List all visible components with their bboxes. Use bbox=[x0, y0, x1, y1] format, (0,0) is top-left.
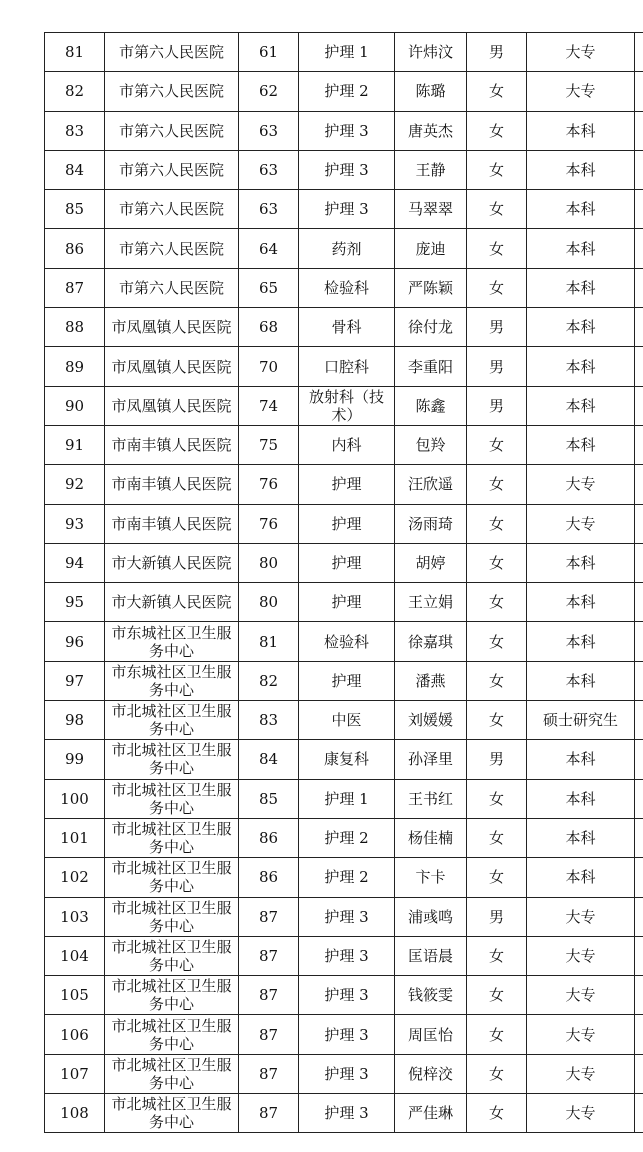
table-row bbox=[45, 897, 643, 936]
trailing-cell bbox=[635, 1015, 643, 1054]
hospital-cell: 市北城社区卫生服务中心 bbox=[105, 701, 239, 740]
hospital-cell: 市南丰镇人民医院 bbox=[105, 504, 239, 543]
hospital-cell: 市凤凰镇人民医院 bbox=[105, 347, 239, 386]
position-code-cell: 83 bbox=[239, 701, 299, 740]
trailing-cell bbox=[635, 268, 643, 307]
trailing-cell bbox=[635, 229, 643, 268]
name-cell: 倪梓洨 bbox=[395, 1054, 467, 1093]
hospital-cell: 市北城社区卫生服务中心 bbox=[105, 858, 239, 897]
position-cell: 护理 3 bbox=[299, 897, 395, 936]
education-cell: 本科 bbox=[527, 779, 635, 818]
position-cell: 护理 3 bbox=[299, 150, 395, 189]
position-cell: 护理 3 bbox=[299, 976, 395, 1015]
hospital-cell: 市北城社区卫生服务中心 bbox=[105, 818, 239, 857]
position-cell: 护理 2 bbox=[299, 858, 395, 897]
education-cell: 本科 bbox=[527, 583, 635, 622]
gender-cell: 女 bbox=[467, 976, 527, 1015]
gender-cell: 女 bbox=[467, 622, 527, 661]
education-cell: 大专 bbox=[527, 1094, 635, 1133]
position-cell: 药剂 bbox=[299, 229, 395, 268]
hospital-cell: 市大新镇人民医院 bbox=[105, 583, 239, 622]
name-cell: 徐嘉琪 bbox=[395, 622, 467, 661]
name-cell: 孙泽里 bbox=[395, 740, 467, 779]
seq-cell: 91 bbox=[45, 425, 105, 464]
seq-cell: 86 bbox=[45, 229, 105, 268]
table-row bbox=[45, 308, 643, 347]
seq-cell: 89 bbox=[45, 347, 105, 386]
position-code-cell: 87 bbox=[239, 897, 299, 936]
position-cell: 检验科 bbox=[299, 268, 395, 307]
trailing-cell bbox=[635, 465, 643, 504]
trailing-cell bbox=[635, 504, 643, 543]
hospital-cell: 市南丰镇人民医院 bbox=[105, 465, 239, 504]
education-cell: 硕士研究生 bbox=[527, 701, 635, 740]
education-cell: 本科 bbox=[527, 818, 635, 857]
position-cell: 内科 bbox=[299, 425, 395, 464]
hospital-cell: 市北城社区卫生服务中心 bbox=[105, 1094, 239, 1133]
seq-cell: 82 bbox=[45, 72, 105, 111]
name-cell: 汤雨琦 bbox=[395, 504, 467, 543]
table-row bbox=[45, 701, 643, 740]
name-cell: 匡语晨 bbox=[395, 936, 467, 975]
table-row bbox=[45, 111, 643, 150]
name-cell: 包羚 bbox=[395, 425, 467, 464]
gender-cell: 男 bbox=[467, 308, 527, 347]
position-code-cell: 86 bbox=[239, 858, 299, 897]
position-code-cell: 86 bbox=[239, 818, 299, 857]
seq-cell: 98 bbox=[45, 701, 105, 740]
seq-cell: 93 bbox=[45, 504, 105, 543]
table-row bbox=[45, 465, 643, 504]
hospital-cell: 市北城社区卫生服务中心 bbox=[105, 897, 239, 936]
seq-cell: 85 bbox=[45, 190, 105, 229]
gender-cell: 男 bbox=[467, 347, 527, 386]
name-cell: 王立娟 bbox=[395, 583, 467, 622]
table-row bbox=[45, 583, 643, 622]
hospital-cell: 市凤凰镇人民医院 bbox=[105, 386, 239, 425]
table-row bbox=[45, 858, 643, 897]
position-code-cell: 65 bbox=[239, 268, 299, 307]
position-cell: 检验科 bbox=[299, 622, 395, 661]
position-cell: 护理 3 bbox=[299, 190, 395, 229]
education-cell: 大专 bbox=[527, 976, 635, 1015]
gender-cell: 女 bbox=[467, 504, 527, 543]
gender-cell: 女 bbox=[467, 268, 527, 307]
gender-cell: 男 bbox=[467, 386, 527, 425]
table-row bbox=[45, 150, 643, 189]
seq-cell: 102 bbox=[45, 858, 105, 897]
position-code-cell: 81 bbox=[239, 622, 299, 661]
position-cell: 护理 bbox=[299, 543, 395, 582]
position-code-cell: 84 bbox=[239, 740, 299, 779]
education-cell: 大专 bbox=[527, 897, 635, 936]
gender-cell: 女 bbox=[467, 425, 527, 464]
gender-cell: 女 bbox=[467, 701, 527, 740]
education-cell: 本科 bbox=[527, 190, 635, 229]
table-row bbox=[45, 779, 643, 818]
education-cell: 本科 bbox=[527, 111, 635, 150]
hospital-cell: 市北城社区卫生服务中心 bbox=[105, 1015, 239, 1054]
position-code-cell: 87 bbox=[239, 1054, 299, 1093]
position-code-cell: 87 bbox=[239, 936, 299, 975]
position-cell: 护理 3 bbox=[299, 1094, 395, 1133]
position-code-cell: 63 bbox=[239, 150, 299, 189]
hospital-cell: 市北城社区卫生服务中心 bbox=[105, 779, 239, 818]
education-cell: 本科 bbox=[527, 425, 635, 464]
trailing-cell bbox=[635, 818, 643, 857]
table-row bbox=[45, 386, 643, 425]
position-code-cell: 76 bbox=[239, 465, 299, 504]
table-row bbox=[45, 504, 643, 543]
education-cell: 本科 bbox=[527, 740, 635, 779]
name-cell: 钱筱雯 bbox=[395, 976, 467, 1015]
seq-cell: 92 bbox=[45, 465, 105, 504]
position-code-cell: 76 bbox=[239, 504, 299, 543]
position-code-cell: 61 bbox=[239, 33, 299, 72]
education-cell: 本科 bbox=[527, 229, 635, 268]
trailing-cell bbox=[635, 425, 643, 464]
trailing-cell bbox=[635, 701, 643, 740]
table-row bbox=[45, 33, 643, 72]
position-cell: 口腔科 bbox=[299, 347, 395, 386]
position-cell: 护理 3 bbox=[299, 1015, 395, 1054]
seq-cell: 108 bbox=[45, 1094, 105, 1133]
name-cell: 刘媛媛 bbox=[395, 701, 467, 740]
position-code-cell: 63 bbox=[239, 111, 299, 150]
name-cell: 严陈颖 bbox=[395, 268, 467, 307]
seq-cell: 101 bbox=[45, 818, 105, 857]
position-cell: 放射科（技术） bbox=[299, 386, 395, 425]
seq-cell: 96 bbox=[45, 622, 105, 661]
position-cell: 护理 1 bbox=[299, 33, 395, 72]
education-cell: 大专 bbox=[527, 72, 635, 111]
name-cell: 潘燕 bbox=[395, 661, 467, 700]
position-cell: 护理 3 bbox=[299, 936, 395, 975]
position-cell: 康复科 bbox=[299, 740, 395, 779]
seq-cell: 99 bbox=[45, 740, 105, 779]
trailing-cell bbox=[635, 543, 643, 582]
position-code-cell: 64 bbox=[239, 229, 299, 268]
gender-cell: 女 bbox=[467, 229, 527, 268]
table-body bbox=[45, 33, 643, 1133]
trailing-cell bbox=[635, 661, 643, 700]
table-row bbox=[45, 740, 643, 779]
table-row bbox=[45, 818, 643, 857]
name-cell: 胡婷 bbox=[395, 543, 467, 582]
name-cell: 李重阳 bbox=[395, 347, 467, 386]
seq-cell: 105 bbox=[45, 976, 105, 1015]
gender-cell: 女 bbox=[467, 583, 527, 622]
hospital-cell: 市大新镇人民医院 bbox=[105, 543, 239, 582]
table-row bbox=[45, 229, 643, 268]
seq-cell: 84 bbox=[45, 150, 105, 189]
hospital-cell: 市第六人民医院 bbox=[105, 33, 239, 72]
education-cell: 本科 bbox=[527, 268, 635, 307]
name-cell: 严佳琳 bbox=[395, 1094, 467, 1133]
trailing-cell bbox=[635, 858, 643, 897]
trailing-cell bbox=[635, 111, 643, 150]
table-row bbox=[45, 936, 643, 975]
table-row bbox=[45, 425, 643, 464]
trailing-cell bbox=[635, 622, 643, 661]
gender-cell: 男 bbox=[467, 897, 527, 936]
trailing-cell bbox=[635, 1054, 643, 1093]
education-cell: 本科 bbox=[527, 661, 635, 700]
trailing-cell bbox=[635, 190, 643, 229]
hospital-cell: 市凤凰镇人民医院 bbox=[105, 308, 239, 347]
education-cell: 大专 bbox=[527, 1054, 635, 1093]
position-code-cell: 80 bbox=[239, 583, 299, 622]
position-code-cell: 62 bbox=[239, 72, 299, 111]
position-cell: 护理 bbox=[299, 583, 395, 622]
position-code-cell: 68 bbox=[239, 308, 299, 347]
seq-cell: 106 bbox=[45, 1015, 105, 1054]
education-cell: 大专 bbox=[527, 936, 635, 975]
position-cell: 护理 3 bbox=[299, 1054, 395, 1093]
position-cell: 护理 bbox=[299, 465, 395, 504]
position-cell: 骨科 bbox=[299, 308, 395, 347]
name-cell: 浦彧鸣 bbox=[395, 897, 467, 936]
seq-cell: 100 bbox=[45, 779, 105, 818]
gender-cell: 男 bbox=[467, 740, 527, 779]
hospital-cell: 市北城社区卫生服务中心 bbox=[105, 740, 239, 779]
table-row bbox=[45, 622, 643, 661]
hospital-cell: 市东城社区卫生服务中心 bbox=[105, 661, 239, 700]
hospital-cell: 市北城社区卫生服务中心 bbox=[105, 976, 239, 1015]
table-row bbox=[45, 1054, 643, 1093]
position-code-cell: 87 bbox=[239, 1015, 299, 1054]
gender-cell: 女 bbox=[467, 1054, 527, 1093]
gender-cell: 女 bbox=[467, 779, 527, 818]
position-cell: 护理 2 bbox=[299, 818, 395, 857]
name-cell: 徐付龙 bbox=[395, 308, 467, 347]
gender-cell: 女 bbox=[467, 936, 527, 975]
position-code-cell: 87 bbox=[239, 976, 299, 1015]
position-code-cell: 82 bbox=[239, 661, 299, 700]
trailing-cell bbox=[635, 936, 643, 975]
gender-cell: 女 bbox=[467, 465, 527, 504]
education-cell: 本科 bbox=[527, 150, 635, 189]
table-row bbox=[45, 72, 643, 111]
position-code-cell: 80 bbox=[239, 543, 299, 582]
table-row bbox=[45, 976, 643, 1015]
trailing-cell bbox=[635, 583, 643, 622]
gender-cell: 女 bbox=[467, 1015, 527, 1054]
position-cell: 护理 bbox=[299, 504, 395, 543]
education-cell: 本科 bbox=[527, 347, 635, 386]
seq-cell: 83 bbox=[45, 111, 105, 150]
hospital-cell: 市第六人民医院 bbox=[105, 150, 239, 189]
position-cell: 护理 bbox=[299, 661, 395, 700]
hospital-cell: 市南丰镇人民医院 bbox=[105, 425, 239, 464]
position-cell: 护理 3 bbox=[299, 111, 395, 150]
position-code-cell: 63 bbox=[239, 190, 299, 229]
gender-cell: 男 bbox=[467, 33, 527, 72]
hospital-cell: 市第六人民医院 bbox=[105, 72, 239, 111]
name-cell: 王书红 bbox=[395, 779, 467, 818]
name-cell: 陈璐 bbox=[395, 72, 467, 111]
trailing-cell bbox=[635, 740, 643, 779]
name-cell: 许炜汶 bbox=[395, 33, 467, 72]
seq-cell: 81 bbox=[45, 33, 105, 72]
seq-cell: 107 bbox=[45, 1054, 105, 1093]
position-code-cell: 75 bbox=[239, 425, 299, 464]
name-cell: 周匡怡 bbox=[395, 1015, 467, 1054]
education-cell: 大专 bbox=[527, 1015, 635, 1054]
trailing-cell bbox=[635, 386, 643, 425]
gender-cell: 女 bbox=[467, 150, 527, 189]
trailing-cell bbox=[635, 976, 643, 1015]
table-row bbox=[45, 190, 643, 229]
hospital-cell: 市第六人民医院 bbox=[105, 190, 239, 229]
hospital-cell: 市北城社区卫生服务中心 bbox=[105, 936, 239, 975]
gender-cell: 女 bbox=[467, 1094, 527, 1133]
name-cell: 陈鑫 bbox=[395, 386, 467, 425]
education-cell: 本科 bbox=[527, 622, 635, 661]
education-cell: 本科 bbox=[527, 308, 635, 347]
seq-cell: 97 bbox=[45, 661, 105, 700]
trailing-cell bbox=[635, 150, 643, 189]
table-row bbox=[45, 1015, 643, 1054]
trailing-cell bbox=[635, 779, 643, 818]
trailing-cell bbox=[635, 33, 643, 72]
gender-cell: 女 bbox=[467, 661, 527, 700]
seq-cell: 104 bbox=[45, 936, 105, 975]
seq-cell: 103 bbox=[45, 897, 105, 936]
education-cell: 大专 bbox=[527, 504, 635, 543]
position-cell: 中医 bbox=[299, 701, 395, 740]
name-cell: 王静 bbox=[395, 150, 467, 189]
seq-cell: 94 bbox=[45, 543, 105, 582]
hospital-cell: 市北城社区卫生服务中心 bbox=[105, 1054, 239, 1093]
education-cell: 大专 bbox=[527, 33, 635, 72]
table-row bbox=[45, 347, 643, 386]
hospital-cell: 市第六人民医院 bbox=[105, 268, 239, 307]
trailing-cell bbox=[635, 347, 643, 386]
seq-cell: 90 bbox=[45, 386, 105, 425]
table-row bbox=[45, 268, 643, 307]
name-cell: 汪欣遥 bbox=[395, 465, 467, 504]
education-cell: 大专 bbox=[527, 465, 635, 504]
seq-cell: 88 bbox=[45, 308, 105, 347]
education-cell: 本科 bbox=[527, 386, 635, 425]
gender-cell: 女 bbox=[467, 543, 527, 582]
position-code-cell: 85 bbox=[239, 779, 299, 818]
table-row bbox=[45, 1094, 643, 1133]
position-cell: 护理 1 bbox=[299, 779, 395, 818]
hospital-cell: 市第六人民医院 bbox=[105, 229, 239, 268]
education-cell: 本科 bbox=[527, 543, 635, 582]
trailing-cell bbox=[635, 308, 643, 347]
table-row bbox=[45, 661, 643, 700]
gender-cell: 女 bbox=[467, 190, 527, 229]
recruitment-table bbox=[44, 32, 643, 1133]
name-cell: 唐英杰 bbox=[395, 111, 467, 150]
position-code-cell: 87 bbox=[239, 1094, 299, 1133]
gender-cell: 女 bbox=[467, 858, 527, 897]
position-code-cell: 74 bbox=[239, 386, 299, 425]
gender-cell: 女 bbox=[467, 818, 527, 857]
trailing-cell bbox=[635, 72, 643, 111]
name-cell: 马翠翠 bbox=[395, 190, 467, 229]
name-cell: 杨佳楠 bbox=[395, 818, 467, 857]
trailing-cell bbox=[635, 897, 643, 936]
name-cell: 庞迪 bbox=[395, 229, 467, 268]
position-code-cell: 70 bbox=[239, 347, 299, 386]
gender-cell: 女 bbox=[467, 111, 527, 150]
table-row bbox=[45, 543, 643, 582]
position-cell: 护理 2 bbox=[299, 72, 395, 111]
hospital-cell: 市第六人民医院 bbox=[105, 111, 239, 150]
education-cell: 本科 bbox=[527, 858, 635, 897]
hospital-cell: 市东城社区卫生服务中心 bbox=[105, 622, 239, 661]
seq-cell: 87 bbox=[45, 268, 105, 307]
gender-cell: 女 bbox=[467, 72, 527, 111]
seq-cell: 95 bbox=[45, 583, 105, 622]
trailing-cell bbox=[635, 1094, 643, 1133]
name-cell: 卞卡 bbox=[395, 858, 467, 897]
